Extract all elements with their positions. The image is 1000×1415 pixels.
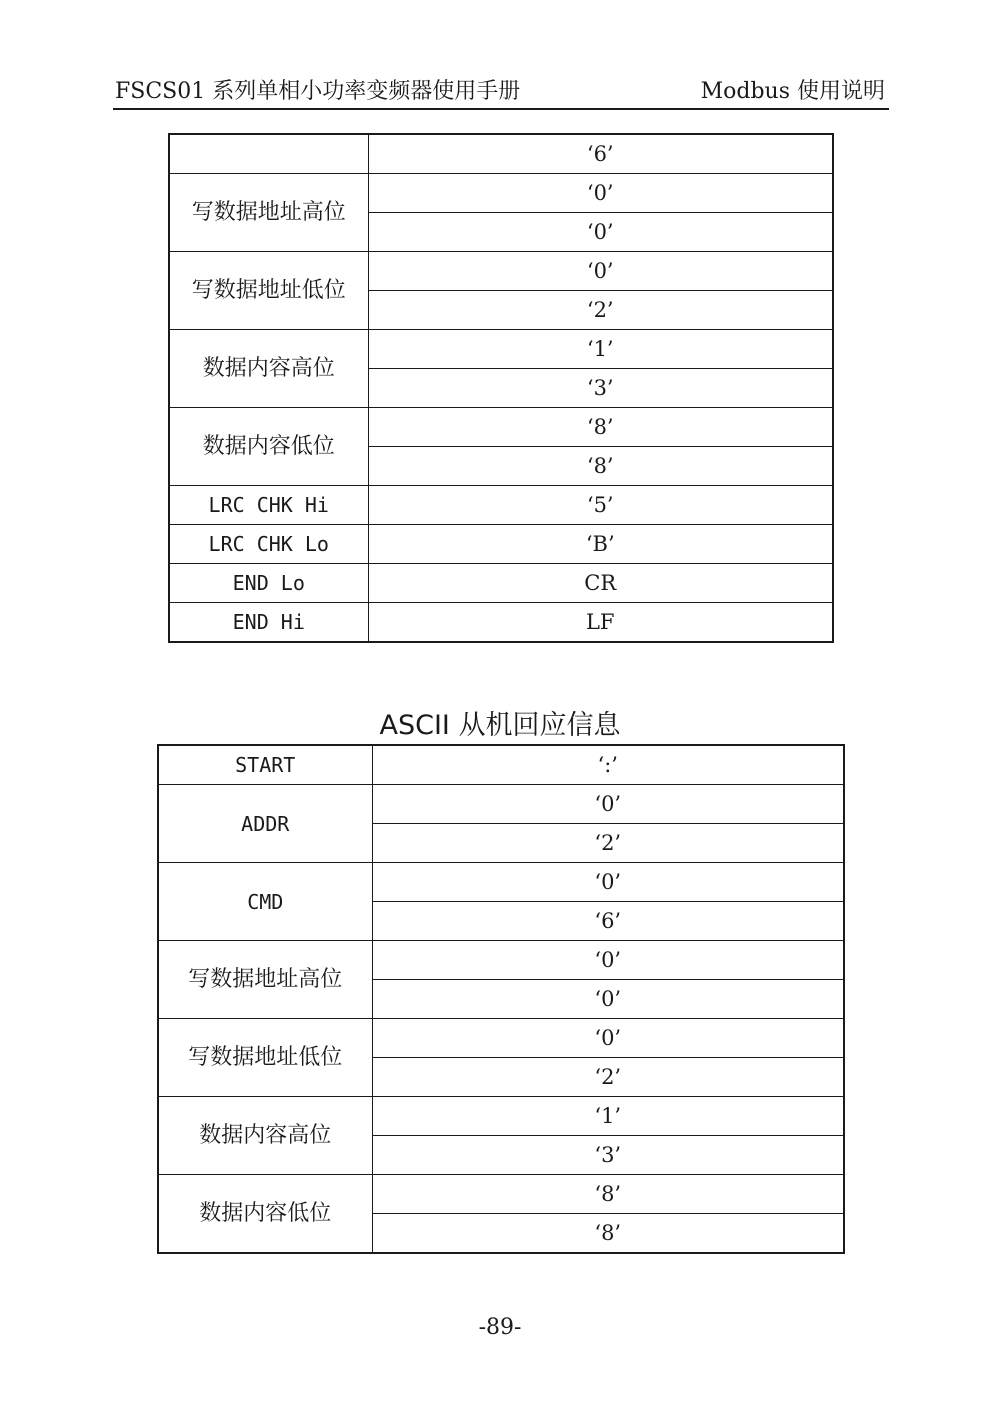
table-row [169, 252, 833, 291]
field-value-cell: ‘5’ [368, 486, 833, 525]
section-title: ASCII 从机回应信息 [379, 710, 621, 741]
field-value-cell: ‘0’ [372, 863, 844, 902]
field-value-cell: ‘3’ [368, 369, 833, 408]
field-value-cell: ‘0’ [368, 213, 833, 252]
page-number: -89- [478, 1315, 522, 1340]
field-value-cell: CR [368, 564, 833, 603]
field-value-cell: ‘0’ [372, 980, 844, 1019]
field-name-cell: 写数据地址低位 [158, 1019, 372, 1097]
field-value-cell: ‘2’ [372, 1058, 844, 1097]
table-row [158, 1097, 844, 1136]
table-row [169, 330, 833, 369]
manual-title: FSCS01 系列单相小功率变频器使用手册 [115, 79, 521, 104]
field-value-cell: ‘2’ [368, 291, 833, 330]
table-row [158, 745, 844, 785]
field-name-cell: CMD [158, 863, 372, 941]
field-value-cell: ‘1’ [368, 330, 833, 369]
ascii-slave-response-table [157, 744, 845, 1254]
field-value-cell: ‘8’ [372, 1175, 844, 1214]
table-row [158, 1175, 844, 1214]
table-row [158, 1019, 844, 1058]
field-value-cell: ‘:’ [372, 745, 844, 785]
ascii-request-table [168, 133, 834, 643]
table-row [158, 785, 844, 824]
field-value-cell: ‘8’ [368, 447, 833, 486]
field-value-cell: ‘B’ [368, 525, 833, 564]
field-name-cell: END Hi [169, 603, 368, 643]
field-name-cell: ADDR [158, 785, 372, 863]
field-name-cell: LRC CHK Hi [169, 486, 368, 525]
table-row [169, 408, 833, 447]
chapter-title: Modbus 使用说明 [700, 79, 885, 104]
table-row [169, 486, 833, 525]
field-value-cell: ‘2’ [372, 824, 844, 863]
field-name-cell: START [158, 745, 372, 785]
field-name-cell: 写数据地址高位 [158, 941, 372, 1019]
field-name-cell: 写数据地址高位 [169, 174, 368, 252]
field-value-cell: ‘3’ [372, 1136, 844, 1175]
table-row [169, 134, 833, 174]
table-row [169, 603, 833, 643]
table-row [158, 863, 844, 902]
field-value-cell: ‘0’ [372, 1019, 844, 1058]
table-row [169, 174, 833, 213]
field-value-cell: ‘0’ [368, 252, 833, 291]
field-value-cell: LF [368, 603, 833, 643]
field-value-cell: ‘6’ [368, 134, 833, 174]
field-name-cell: 数据内容高位 [158, 1097, 372, 1175]
field-value-cell: ‘1’ [372, 1097, 844, 1136]
field-value-cell: ‘0’ [372, 941, 844, 980]
field-value-cell: ‘0’ [372, 785, 844, 824]
field-name-cell [169, 134, 368, 174]
field-name-cell: 写数据地址低位 [169, 252, 368, 330]
page-header [113, 70, 889, 110]
table-row [169, 525, 833, 564]
field-name-cell: END Lo [169, 564, 368, 603]
field-name-cell: 数据内容低位 [158, 1175, 372, 1254]
field-name-cell: 数据内容低位 [169, 408, 368, 486]
field-value-cell: ‘8’ [368, 408, 833, 447]
field-value-cell: ‘8’ [372, 1214, 844, 1254]
field-value-cell: ‘0’ [368, 174, 833, 213]
table-row [158, 941, 844, 980]
field-name-cell: 数据内容高位 [169, 330, 368, 408]
field-name-cell: LRC CHK Lo [169, 525, 368, 564]
field-value-cell: ‘6’ [372, 902, 844, 941]
table-row [169, 564, 833, 603]
